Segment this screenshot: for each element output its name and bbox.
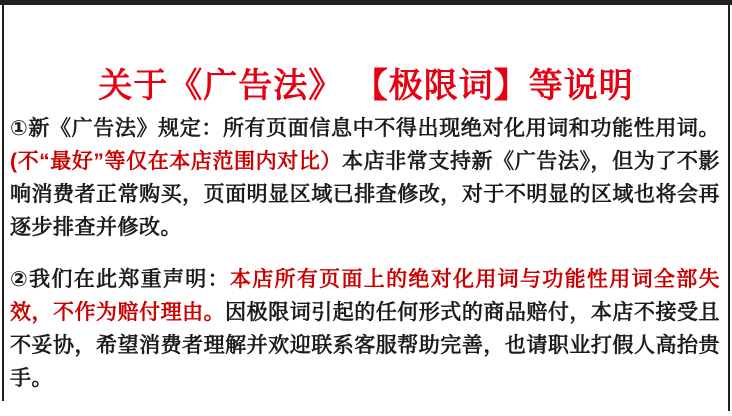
notice-body [10,112,720,395]
paragraph-advertising-law [10,112,720,244]
top-border [0,0,732,5]
paragraph-solemn-statement [10,263,720,395]
text-segment: 本店非常支持新《广告法》，但为了不影响消费者正常购买，页面明显区域已排查修改，对于不明显的区域也将会再逐步排查并修改。 [10,150,720,239]
notice-title: 关于《广告法》 【极限词】等说明 [98,67,634,105]
text-segment: (不“最好”等仅在本店范围内对比） [10,150,342,173]
text-segment: 因极限词引起的任何形式的商品赔付，本店不接受且不妥协，希望消费者理解并欢迎联系客服帮助完善，也请职业打假人高抬贵手。 [10,301,720,390]
text-segment: 本店所有页面上的绝对化用词与功能性用词全部失效，不作为赔付理由。 [10,268,721,324]
text-segment: ①新《广告法》规定：所有页面信息中不得出现绝对化用词和功能性用词。 [10,117,720,140]
text-segment: ②我们在此郑重声明： [10,268,230,291]
